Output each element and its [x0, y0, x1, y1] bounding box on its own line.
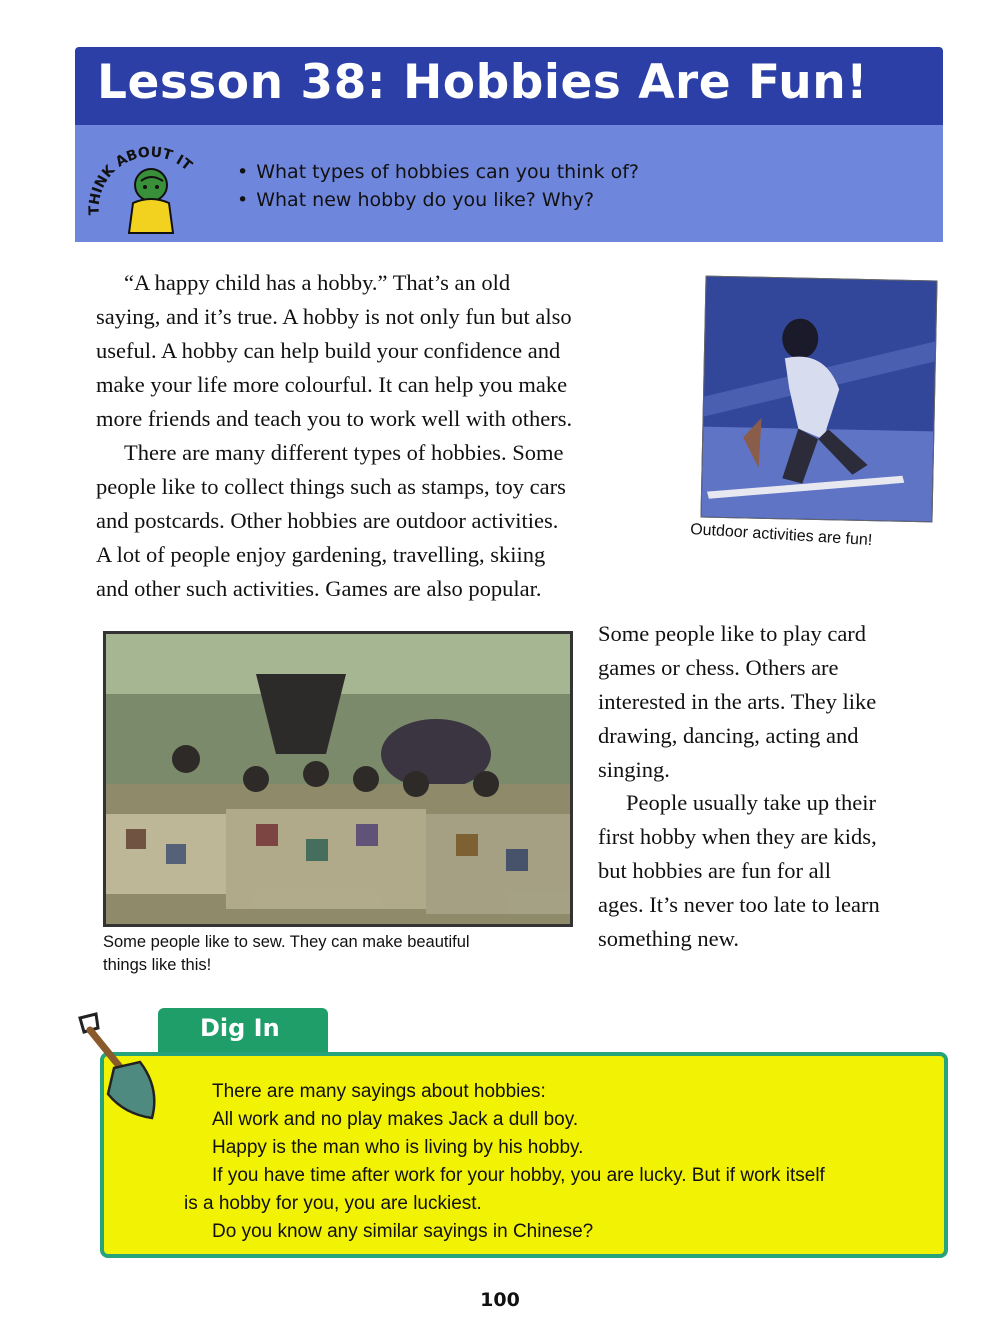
text-line: useful. A hobby can help build your confidence and — [96, 338, 561, 363]
text-line: people like to collect things such as stamps, toy cars — [96, 474, 566, 499]
lesson-title-bar — [75, 47, 943, 125]
dig-in-text — [184, 1078, 825, 1246]
skiing-photo — [700, 276, 937, 523]
paragraph-2 — [96, 436, 566, 606]
text-line: People usually take up their — [626, 790, 876, 815]
text-line: something new. — [598, 926, 740, 951]
dig-in-tab — [158, 1008, 328, 1054]
dig-in-box — [100, 1052, 948, 1258]
text-line: but hobbies are fun for all — [598, 858, 832, 883]
question-item: • What new hobby do you like? Why? — [237, 189, 639, 217]
shovel-icon — [62, 1010, 182, 1128]
text-line: Some people like to play card — [598, 621, 867, 646]
think-about-it-icon — [81, 133, 221, 239]
think-about-it-box — [75, 125, 943, 242]
text-line: and other such activities. Games are also popular. — [96, 576, 542, 601]
text-line: singing. — [598, 757, 670, 782]
dig-in-line: If you have time after work for your hobby, you are lucky. But if work itself — [212, 1165, 825, 1186]
paragraph-2-continued — [598, 617, 876, 787]
caption-line: things like this! — [103, 956, 212, 974]
lesson-title: Lesson 38: Hobbies Are Fun! — [97, 55, 869, 110]
text-line: interested in the arts. They like — [598, 689, 877, 714]
dig-in-label: Dig In — [200, 1014, 280, 1042]
page-number: 100 — [480, 1289, 520, 1311]
sewing-quilts-photo — [103, 631, 573, 927]
text-line: ages. It’s never too late to learn — [598, 892, 880, 917]
text-line: first hobby when they are kids, — [598, 824, 877, 849]
think-about-it-label: THINK ABOUT IT — [86, 144, 195, 216]
paragraph-1 — [96, 266, 572, 436]
dig-in-line: All work and no play makes Jack a dull boy. — [212, 1109, 579, 1130]
skiing-photo-caption: Outdoor activities are fun! — [689, 520, 873, 550]
dig-in-line: is a hobby for you, you are luckiest. — [184, 1193, 482, 1214]
dig-in-line: Happy is the man who is living by his hobby. — [212, 1137, 584, 1158]
text-line: saying, and it’s true. A hobby is not only fun but also — [96, 304, 572, 329]
text-line: more friends and teach you to work well with others. — [96, 406, 573, 431]
text-line: A lot of people enjoy gardening, travelling, skiing — [96, 542, 546, 567]
text-line: There are many different types of hobbies. Some — [124, 440, 564, 465]
question-item: • What types of hobbies can you think of? — [237, 161, 639, 189]
text-line: make your life more colourful. It can help you make — [96, 372, 568, 397]
dig-in-line: There are many sayings about hobbies: — [212, 1081, 546, 1102]
text-line: and postcards. Other hobbies are outdoor activities. — [96, 508, 559, 533]
caption-line: Some people like to sew. They can make beautiful — [103, 933, 470, 951]
text-line: “A happy child has a hobby.” That’s an old — [124, 270, 511, 295]
text-line: drawing, dancing, acting and — [598, 723, 859, 748]
think-about-it-questions — [237, 161, 639, 217]
text-line: games or chess. Others are — [598, 655, 839, 680]
dig-in-line: Do you know any similar sayings in Chinese? — [212, 1221, 594, 1242]
sewing-photo-caption — [103, 931, 573, 977]
paragraph-3 — [598, 786, 880, 956]
